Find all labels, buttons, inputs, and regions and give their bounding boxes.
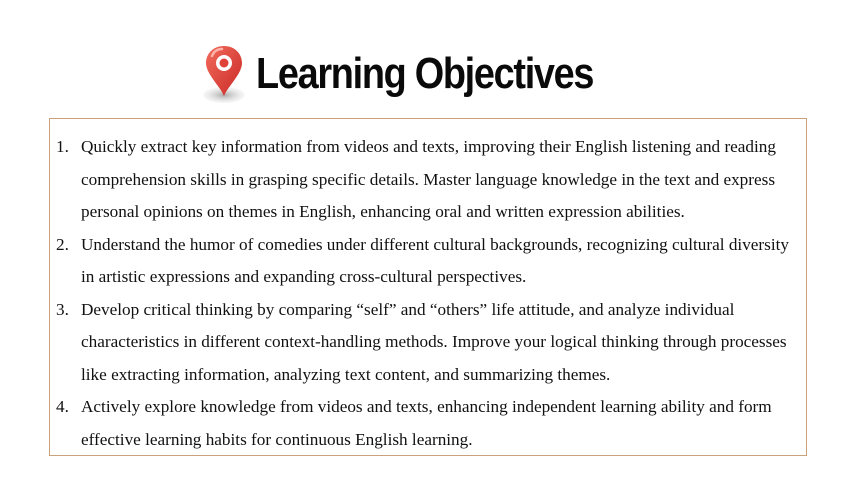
- location-pin-icon: [198, 42, 250, 106]
- page-title: Learning Objectives: [256, 49, 594, 98]
- objective-item: [50, 131, 806, 229]
- objective-text: Develop critical thinking by comparing “self” and “others” life attitude, and analyze individual characteristics in different context-handling methods. Improve your logical thinking through processes like extracting information, analyzing text content, and summarizing themes.: [81, 299, 787, 384]
- objectives-box: [49, 118, 807, 456]
- objective-text: Quickly extract key information from videos and texts, improving their English listening and reading comprehension skills in grasping specific details. Master language knowledge in the text and express personal opinions on themes in English, enhancing oral and written expression abilities.: [81, 137, 776, 221]
- objective-text: Understand the humor of comedies under different cultural backgrounds, recognizing cultural diversity in artistic expressions and expanding cross-cultural perspectives.: [81, 234, 789, 286]
- objective-number: 1.: [56, 137, 69, 156]
- objective-item: [50, 229, 806, 294]
- objective-item: [50, 294, 806, 392]
- objective-number: 2.: [56, 234, 69, 254]
- title-bar: [198, 42, 648, 106]
- objective-number: 3.: [56, 299, 69, 319]
- objective-number: 4.: [56, 397, 69, 416]
- objective-text: Actively explore knowledge from videos and texts, enhancing independent learning ability and form effective learning habits for continuous English learning.: [81, 397, 772, 449]
- objectives-list: [50, 119, 806, 456]
- objective-item: [50, 391, 806, 456]
